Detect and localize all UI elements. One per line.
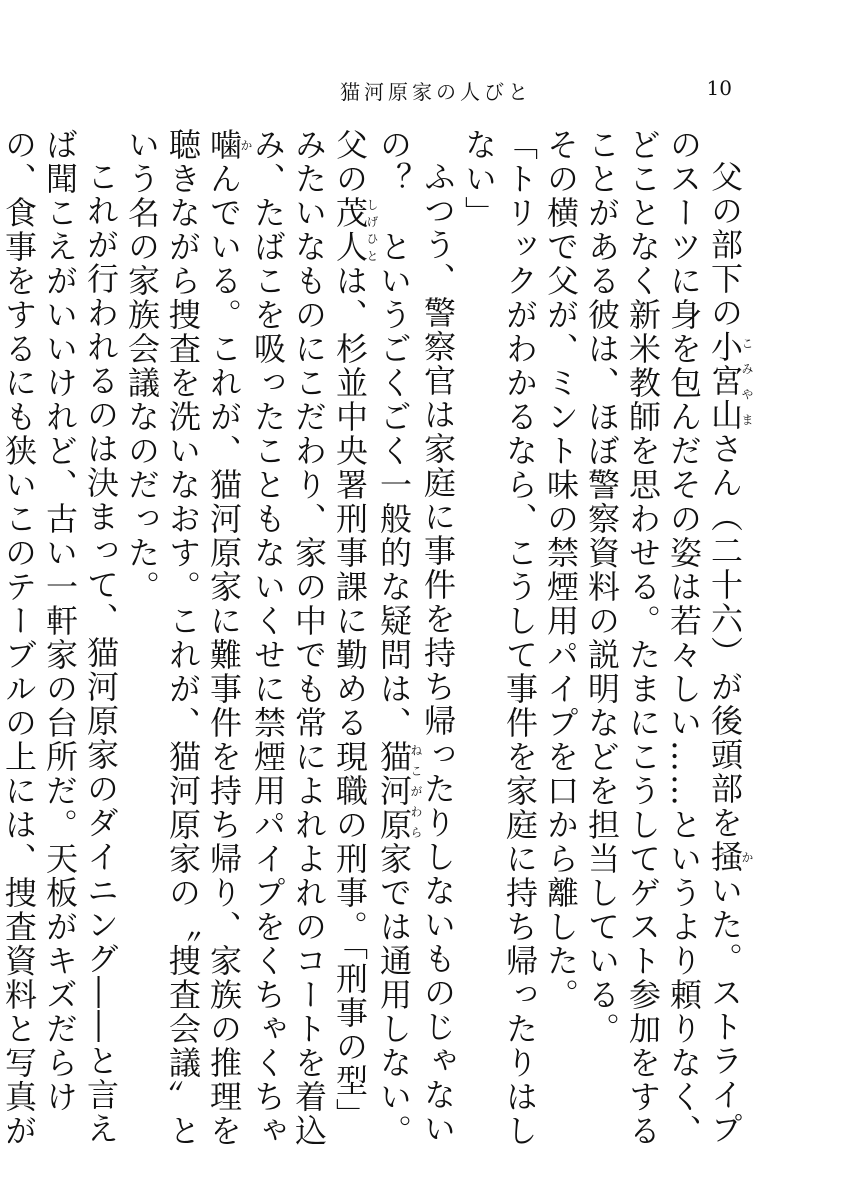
ruby-komiyama: 小宮山こみやま [706,330,754,432]
text-run: いた。ストライプのスーツに身を包んだその姿は若々しい……というより頼りなく、どことなく新米教師を思わせる。たまにこうしてゲスト参加をすることがある彼は、ほぼ警察資料の説明などを担当している。 [583,128,744,1148]
ruby-kaku: 掻か [706,840,754,874]
running-header [90,72,750,112]
ruby-nekogawara: 猫河原ねこがわら [375,740,423,842]
ruby-shigehito: 茂人しげひと [331,196,379,264]
text-run: は、杉並中央署刑事課に勤める現職の刑事。「刑事の型」みたいなものにこだわり、家の中でも常によれよれのコートを着込み、たばこを吸ったこともないくせに禁煙用パイプをくちゃくちゃ [249,128,369,1148]
text-run: さん（二十六）が後頭部を [706,432,744,840]
paragraph-2: その横で父が、ミント味の禁煙用パイプを口から離した。 [542,128,580,1012]
text-run: ふつう、警察官は家庭に事件を持ち帰ったりしないものじゃないの？ というごくごく一般的な疑問は、 [375,128,457,1146]
paragraph-1 [581,128,753,1148]
text-run: 家では通用しない。父の [331,128,413,1148]
vertical-body-text [0,128,754,1148]
book-title: 猫河原家の人びと [340,80,532,104]
paragraph-4 [121,128,458,1148]
paragraph-5: これが行われるのは決まって、猫河原家のダイニング――と言えば聞こえがいいけれど、古い一軒家の台所だ。天板がキズだらけの、食事をするにも狭いこのテーブルの上には、捜査資料と写真が [0,128,120,1148]
paragraph-3: 「トリックがわかるなら、こうして事件を家庭に持ち帰ったりはしない」 [460,128,539,1148]
text-run: 父の部下の [706,160,744,330]
page-number: 10 [706,76,732,100]
text-run: んでいる。これが、猫河原家に難事件を持ち帰り、家族の推理を聴きながら捜査を洗いなおす。これが、猫河原家の〝捜査会議〟という名の家族会議なのだった。 [123,128,243,1148]
ruby-kamu: 噛か [205,128,253,162]
